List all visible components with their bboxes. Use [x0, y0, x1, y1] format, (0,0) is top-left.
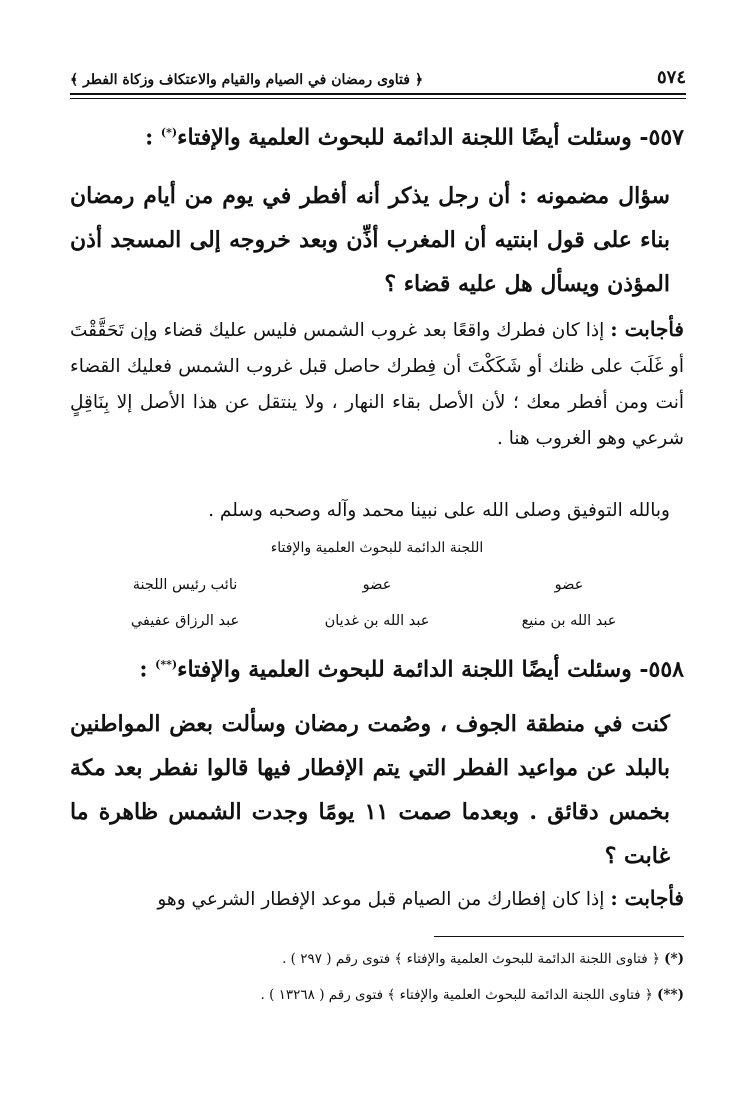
- page-number: ٥٧٤: [656, 67, 686, 88]
- fatwa-558-number: ٥٥٨-: [639, 656, 684, 683]
- fatwa-558-answer-text: إذا كان إفطارك من الصيام قبل موعد الإفطار الشرعي وهو: [157, 889, 611, 910]
- fatwa-557-number: ٥٥٧-: [639, 124, 684, 151]
- member-3-role: نائب رئيس اللجنة: [132, 577, 238, 593]
- member-1-role: عضو: [554, 577, 584, 593]
- fatwa-557-heading-text: وسئلت أيضًا اللجنة الدائمة للبحوث العلمية والإفتاء: [177, 124, 640, 151]
- footnote-rule: [434, 936, 684, 937]
- fatwa-558-answer-lead: فأجابت :: [610, 886, 684, 910]
- fatwa-558-colon: :: [139, 656, 156, 683]
- fatwa-557-colon: :: [145, 124, 161, 151]
- footnote-1: [70, 949, 684, 969]
- signatory-roles-row: [110, 577, 644, 593]
- fatwa-557-answer: [70, 311, 684, 457]
- signatory-names-row: [110, 613, 644, 629]
- fatwa-558-question: كنت في منطقة الجوف ، وصُمت رمضان وسألت بعض المواطنين بالبلد عن مواعيد الفطر التي يتم الإفطار فيها قالوا نفطر بعد مكة بخمس دقائق . وبعدما صمت ١١ يومًا وجدت الشمس ظاهرة ما غابت ؟: [70, 711, 670, 869]
- footnote-1-text: ﴿ فتاوى اللجنة الدائمة للبحوث العلمية والإفتاء ﴾ فتوى رقم ( ٢٩٧ ) .: [282, 951, 665, 967]
- fatwa-557-question: سؤال مضمونه : أن رجل يذكر أنه أفطر في يوم من أيام رمضان بناء على قول ابنتيه أن المغرب أذِّن وبعد خروجه إلى المسجد أذن المؤذن ويسأل هل عليه قضاء ؟: [70, 183, 670, 297]
- fatwa-558-heading-text: وسئلت أيضًا اللجنة الدائمة للبحوث العلمية والإفتاء: [177, 656, 640, 683]
- header-rule-thin: [70, 98, 686, 99]
- running-header: [70, 66, 686, 88]
- footnote-2: [70, 985, 684, 1005]
- fatwa-557-answer-text: إذا كان فطرك واقعًا بعد غروب الشمس فليس عليك قضاء وإن تَحَقَّقْتَ أو غَلَبَ على ظنك أو شَكَكْتَ أن فِطرك حاصل قبل غروب الشمس فعليك القضاء أنت ومن أفطر معك ؛ لأن الأصل بقاء النهار ، ولا ينتقل عن هذا الأصل إلا بِنَاقِلٍ شرعي وهو الغروب هنا .: [70, 320, 684, 449]
- footnote-2-mark: (**): [657, 987, 684, 1003]
- member-2-name: عبد الله بن غديان: [324, 613, 430, 629]
- member-2-role: عضو: [362, 577, 392, 593]
- member-3-name: عبد الرزاق عفيفي: [130, 613, 240, 629]
- footnote-1-mark: (*): [664, 951, 684, 967]
- footnote-ref-2: (**): [155, 658, 178, 671]
- member-1-name: عبد الله بن منيع: [521, 613, 617, 629]
- fatwa-557-answer-lead: فأجابت :: [610, 317, 684, 341]
- fatwa-557-heading: [70, 118, 684, 152]
- running-title: ﴿ فتاوى رمضان في الصيام والقيام والاعتكاف وزكاة الفطر ﴾: [70, 72, 424, 88]
- fatwa-558-heading: [70, 650, 684, 684]
- footnote-ref-1: (*): [160, 126, 178, 139]
- footnote-2-text: ﴿ فتاوى اللجنة الدائمة للبحوث العلمية والإفتاء ﴾ فتوى رقم ( ١٣٢٦٨ ) .: [260, 987, 658, 1003]
- fatwa-558-answer: [70, 880, 684, 918]
- fatwa-557-closing: وبالله التوفيق وصلى الله على نبينا محمد وآله وصحبه وسلم .: [208, 500, 670, 521]
- header-rule-thick: [70, 93, 686, 95]
- committee-title: اللجنة الدائمة للبحوث العلمية والإفتاء: [270, 540, 484, 556]
